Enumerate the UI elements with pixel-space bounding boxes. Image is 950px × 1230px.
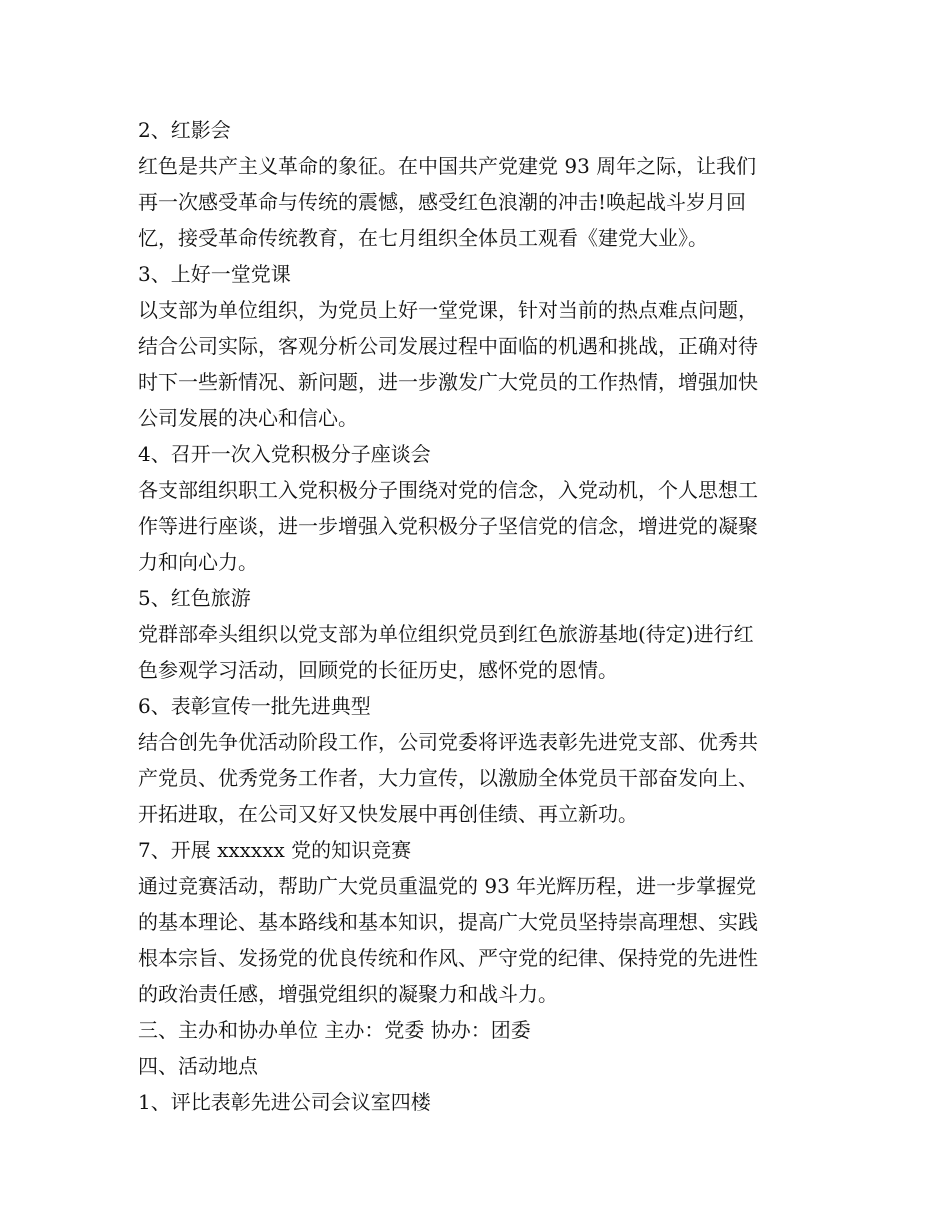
section-heading: 3、上好一堂党课 [138, 262, 291, 286]
paragraph-line: 忆，接受革命传统教育，在七月组织全体员工观看《建党大业》。 [138, 226, 708, 250]
paragraph-line: 通过竞赛活动，帮助广大党员重温党的 93 年光辉历程，进一步掌握党 [138, 874, 757, 898]
paragraph-line: 红色是共产主义革命的象征。在中国共产党建党 93 周年之际，让我们 [138, 154, 757, 178]
paragraph-line: 各支部组织职工入党积极分子围绕对党的信念，入党动机，个人思想工 [138, 478, 758, 502]
paragraph-line: 公司发展的决心和信心。 [138, 406, 358, 430]
paragraph-line: 产党员、优秀党务工作者，大力宣传，以激励全体党员干部奋发向上、 [138, 766, 758, 790]
paragraph-line: 作等进行座谈，进一步增强入党积极分子坚信党的信念，增进党的凝聚 [138, 514, 758, 538]
document-body [138, 112, 828, 1120]
paragraph-line: 力和向心力。 [138, 550, 258, 574]
section-heading: 4、召开一次入党积极分子座谈会 [138, 442, 431, 466]
section-heading: 2、红影会 [138, 118, 231, 142]
section-heading: 5、红色旅游 [138, 586, 251, 610]
section-heading: 7、开展 xxxxxx 党的知识竞赛 [138, 838, 412, 862]
paragraph-line: 再一次感受革命与传统的震憾，感受红色浪潮的冲击!唤起战斗岁月回 [138, 190, 747, 214]
paragraph-line: 的政治责任感，增强党组织的凝聚力和战斗力。 [138, 982, 558, 1006]
paragraph-line: 的基本理论、基本路线和基本知识，提高广大党员坚持崇高理想、实践 [138, 910, 758, 934]
paragraph-line: 色参观学习活动，回顾党的长征历史，感怀党的恩情。 [138, 658, 618, 682]
section-heading: 6、表彰宣传一批先进典型 [138, 694, 371, 718]
section-heading: 1、评比表彰先进公司会议室四楼 [138, 1090, 431, 1114]
paragraph-line: 结合公司实际，客观分析公司发展过程中面临的机遇和挑战，正确对待 [138, 334, 758, 358]
section-heading: 四、活动地点 [138, 1054, 258, 1078]
section-heading: 三、主办和协办单位 主办：党委 协办：团委 [138, 1018, 531, 1042]
paragraph-line: 时下一些新情况、新问题，进一步激发广大党员的工作热情，增强加快 [138, 370, 758, 394]
paragraph-line: 开拓进取，在公司又好又快发展中再创佳绩、再立新功。 [138, 802, 638, 826]
paragraph-line: 党群部牵头组织以党支部为单位组织党员到红色旅游基地(待定)进行红 [138, 622, 754, 646]
paragraph-line: 根本宗旨、发扬党的优良传统和作风、严守党的纪律、保持党的先进性 [138, 946, 758, 970]
paragraph-line: 结合创先争优活动阶段工作，公司党委将评选表彰先进党支部、优秀共 [138, 730, 758, 754]
paragraph-line: 以支部为单位组织，为党员上好一堂党课，针对当前的热点难点问题， [138, 298, 758, 322]
